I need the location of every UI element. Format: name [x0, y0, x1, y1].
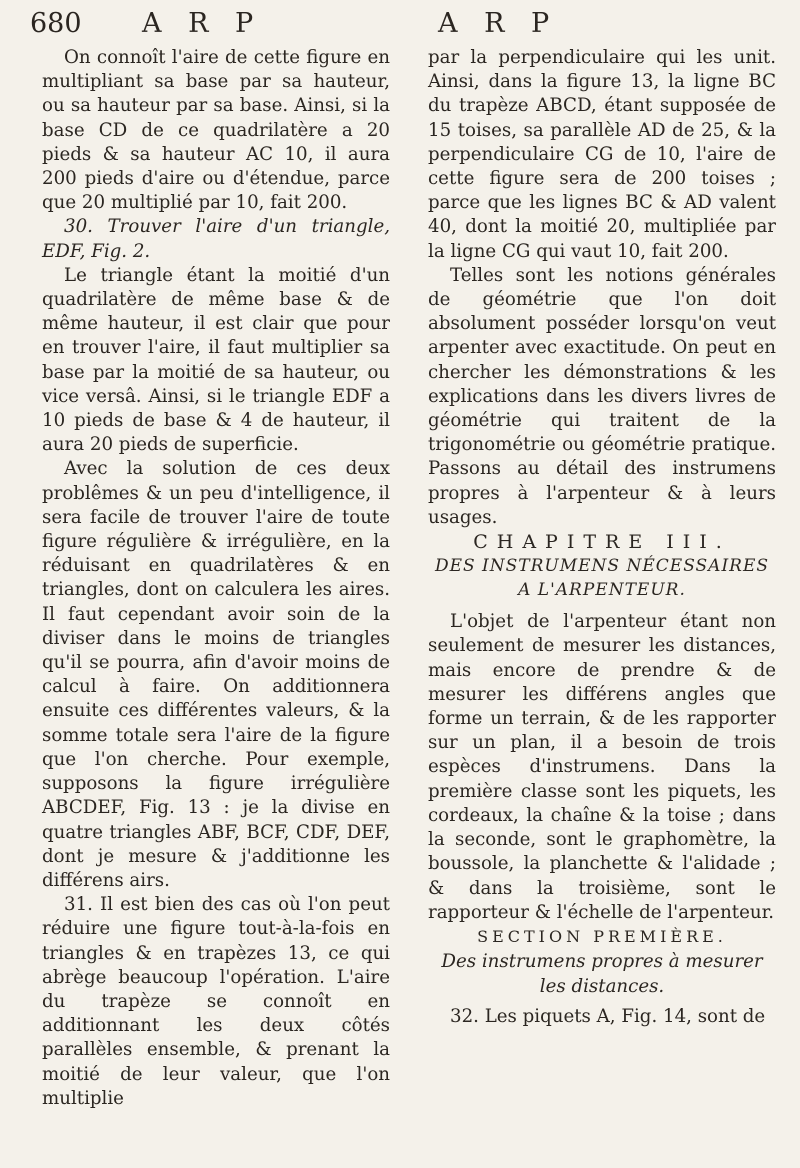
page-number: 680 — [30, 8, 82, 39]
problem-heading: 30. Trouver l'aire d'un triangle, EDF, Fig. 2. — [42, 216, 390, 262]
paragraph: 32. Les piquets A, Fig. 14, sont de — [450, 1006, 766, 1028]
paragraph: Telles sont les notions générales de géométrie que l'on doit absolument posséder lorsqu'on veut arpenter avec exactitude. On peut en chercher les démonstrations & les explications dans les divers livres de géométrie qui traitent de la trigonométrie ou géométrie pratique. Passons au détail des instrumens propres à l'arpenteur & à leurs usages. — [428, 264, 776, 528]
chapter-title-line-1: DES INSTRUMENS NÉCESSAIRES — [434, 556, 770, 577]
paragraph: Avec la solution de ces deux problêmes & un peu d'intelligence, il sera facile de trouver l'aire de toute figure régulière & irrégulière, en la réduisant en quadrilatères & en triangles, dont on calculera les aires. Il faut cependant avoir soin de la diviser dans le moins de triangles qu'il se pourra, afin d'avoir moins de calcul à faire. On additionnera ensuite ces différentes valeurs, & la somme totale sera l'aire de la figure que l'on cherche. Pour exemple, supposons la figure irrégulière ABCDEF, Fig. 13 : je la divise en quatre triangles ABF, BCF, CDF, DEF, dont je mesure & j'additionne les différens airs. — [42, 458, 390, 891]
paragraph: On connoît l'aire de cette figure en multipliant sa base par sa hauteur, ou sa hauteur par sa base. Ainsi, si la base CD de ce quadrilatère a 20 pieds & sa hauteur AC 10, il aura 200 pieds d'aire ou d'étendue, parce que 20 multiplié par 10, fait 200. — [42, 47, 390, 214]
paragraph: Le triangle étant la moitié d'un quadrilatère de même base & de même hauteur, il est clair que pour en trouver l'aire, il faut multiplier sa base par la moitié de sa hauteur, ou vice versâ. Ainsi, si le triangle EDF a 10 pieds de base & 4 de hauteur, il aura 20 pieds de superficie. — [42, 264, 390, 456]
left-page-header — [30, 8, 380, 48]
right-column — [428, 46, 776, 1029]
right-page-header — [424, 8, 774, 48]
chapter-heading: CHAPITRE III. — [473, 531, 731, 554]
left-column — [42, 46, 390, 1111]
paragraph: par la perpendiculaire qui les unit. Ainsi, dans la figure 13, la ligne BC du trapèze ABCD, étant supposée de 15 toises, sa parallèle AD de 25, & la perpendiculaire CG de 10, l'aire de cette figure sera de 200 toises ; parce que les lignes BC & AD valent 40, dont la moitié 20, multipliée par la ligne CG qui vaut 10, fait 200. — [428, 47, 776, 262]
chapter-title-line-2: A L'ARPENTEUR. — [518, 580, 686, 601]
section-heading: SECTION PREMIÈRE. — [477, 926, 727, 946]
running-head-left: A R P — [142, 8, 263, 39]
section-title: Des instrumens propres à mesurer les distances. — [441, 951, 763, 998]
paragraph: 31. Il est bien des cas où l'on peut réduire une figure tout-à-la-fois en triangles & en trapèzes 13, ce qui abrège beaucoup l'opération. L'aire du trapèze se connoît en additionnant les deux côtés parallèles ensemble, & prenant la moitié de leur valeur, que l'on multiplie — [42, 894, 390, 1109]
running-head-right: A R P — [438, 8, 559, 39]
paragraph: L'objet de l'arpenteur étant non seulement de mesurer les distances, mais encore de prendre & de mesurer les différens angles que forme un terrain, & de les rapporter sur un plan, il a besoin de trois espèces d'instrumens. Dans la première classe sont les piquets, les cordeaux, la chaîne & la toise ; dans la seconde, sont le graphomètre, la boussole, la planchette & l'alidade ; & dans la troisième, sont le rapporteur & l'échelle de l'arpenteur. — [428, 611, 776, 923]
